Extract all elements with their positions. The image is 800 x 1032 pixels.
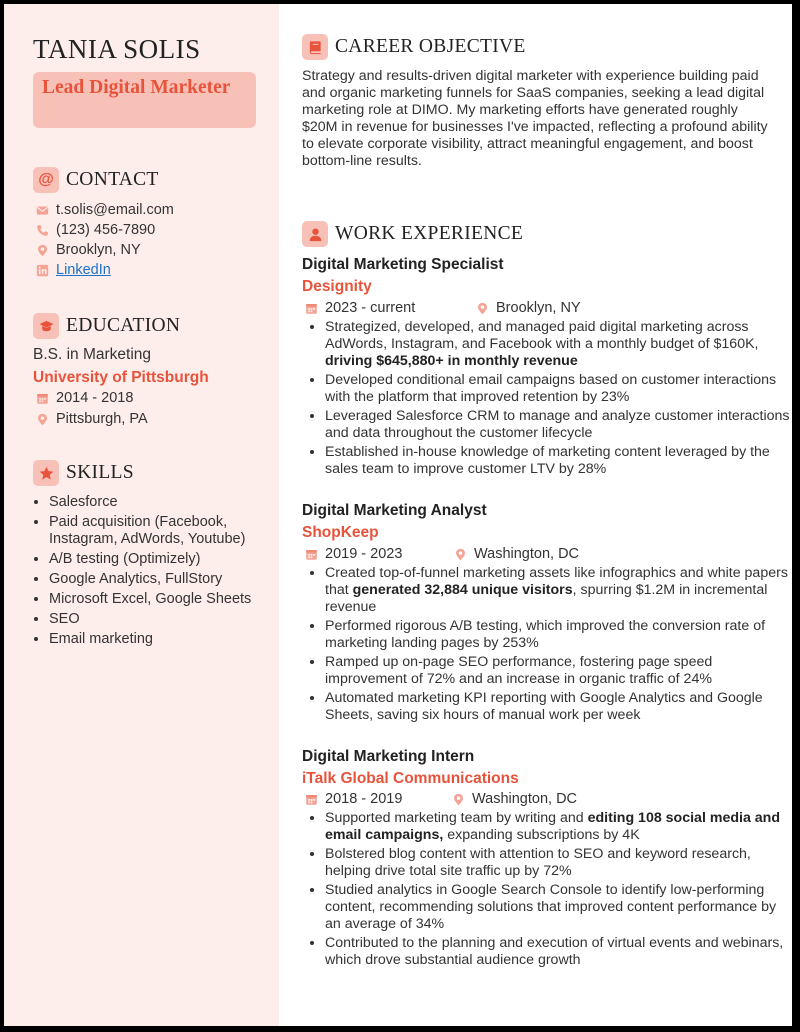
book-icon <box>302 34 328 60</box>
education-dates-text: 2014 - 2018 <box>56 390 134 406</box>
skills-title: SKILLS <box>66 462 134 483</box>
map-pin-icon <box>451 792 465 806</box>
user-icon <box>302 221 328 247</box>
bullet-text: Ramped up on-page SEO performance, fostering page speed improvement of 72% and an increase in organic traffic of 24% <box>325 654 713 687</box>
calendar-icon <box>304 792 318 806</box>
main-column <box>279 4 792 1026</box>
company-name: Designity <box>302 278 372 295</box>
objective-heading <box>302 34 526 60</box>
bullet-text: Leveraged Salesforce CRM to manage and analyze customer interactions and data throughout the customer lifecycle <box>325 408 790 441</box>
contact-location <box>35 242 141 258</box>
bullet-item <box>325 444 792 478</box>
skills-heading <box>33 460 134 486</box>
at-sign-icon: @ <box>33 167 59 193</box>
bullet-item <box>325 618 792 652</box>
bullet-text: Developed conditional email campaigns based on customer interactions with the platform that improved retention by 23% <box>325 372 777 405</box>
skill-item: • Salesforce <box>49 494 279 511</box>
school-name: University of Pittsburgh <box>33 369 209 386</box>
bullet-item <box>325 372 792 406</box>
bullet-text: Studied analytics in Google Search Console to identify low-performing content, recommending solutions that improved content performance by an average of 34% <box>325 882 777 932</box>
bullet-item <box>325 408 792 442</box>
star-icon <box>33 460 59 486</box>
job-location-text: Washington, DC <box>474 546 580 562</box>
job-dates <box>304 791 402 807</box>
bullet-highlight: editing 108 social media and email campaigns, <box>325 810 780 843</box>
job-bullets <box>303 319 792 480</box>
bullet-text: Bolstered blog content with attention to SEO and keyword research, helping drive total site traffic up by 72% <box>325 846 751 879</box>
phone-text: (123) 456-7890 <box>56 222 156 238</box>
location-text: Brooklyn, NY <box>56 242 141 258</box>
calendar-icon <box>304 301 318 315</box>
bullet-item <box>325 882 792 933</box>
skill-item: • SEO <box>49 611 279 628</box>
map-pin-icon <box>453 547 467 561</box>
contact-title: CONTACT <box>66 169 159 190</box>
bullet-item <box>325 565 792 616</box>
job-bullets <box>303 565 792 726</box>
bullet-item <box>325 846 792 880</box>
job-dates-text: 2019 - 2023 <box>325 546 403 562</box>
skills-list <box>33 494 279 651</box>
linkedin-icon <box>35 263 49 277</box>
map-pin-icon <box>475 301 489 315</box>
contact-phone <box>35 222 155 238</box>
bullet-text: Strategized, developed, and managed paid digital marketing across AdWords, Instagram, and Facebook with a monthly budget of $160K, <box>325 319 759 352</box>
contact-email <box>35 202 174 218</box>
contact-heading <box>33 167 159 193</box>
job-bullets <box>303 810 792 971</box>
skill-item: • Paid acquisition (Facebook, Instagram, AdWords, Youtube) <box>49 514 279 548</box>
job-location <box>451 791 577 807</box>
envelope-icon <box>35 203 49 217</box>
job-title: Digital Marketing Intern <box>302 748 475 765</box>
degree: B.S. in Marketing <box>33 346 152 363</box>
job-title: Digital Marketing Specialist <box>302 256 504 273</box>
bullet-text: Performed rigorous A/B testing, which improved the conversion rate of marketing landing pages by 253% <box>325 618 766 651</box>
job-dates <box>304 300 415 316</box>
education-title: EDUCATION <box>66 315 181 336</box>
company-name: iTalk Global Communications <box>302 770 519 787</box>
bullet-item <box>325 319 792 370</box>
bullet-text: , spurring $1.2M in incremental revenue <box>325 582 768 615</box>
job-title: Digital Marketing Analyst <box>302 502 487 519</box>
bullet-highlight: driving $645,880+ in monthly revenue <box>325 353 578 369</box>
map-pin-icon <box>35 243 49 257</box>
graduation-cap-icon <box>33 313 59 339</box>
sidebar <box>4 4 279 1026</box>
bullet-highlight: generated 32,884 unique visitors <box>352 582 573 598</box>
job-location <box>475 300 581 316</box>
education-dates <box>35 390 133 406</box>
objective-title: CAREER OBJECTIVE <box>335 36 526 57</box>
bullet-item <box>325 690 792 724</box>
education-location-text: Pittsburgh, PA <box>56 411 148 427</box>
bullet-text: Contributed to the planning and execution of virtual events and webinars, which drove substantial audience growth <box>325 935 784 968</box>
skill-item: • Google Analytics, FullStory <box>49 571 279 588</box>
bullet-text: Established in-house knowledge of marketing content leveraged by the sales team to improve customer LTV by 28% <box>325 444 770 477</box>
job-location <box>453 546 579 562</box>
education-location <box>35 411 148 427</box>
job-dates-text: 2023 - current <box>325 300 416 316</box>
resume-page <box>4 4 792 1026</box>
calendar-icon <box>304 547 318 561</box>
experience-heading <box>302 221 523 247</box>
contact-linkedin[interactable] <box>35 262 111 278</box>
skill-item: • Microsoft Excel, Google Sheets <box>49 591 279 608</box>
job-location-text: Brooklyn, NY <box>496 300 581 316</box>
experience-title: WORK EXPERIENCE <box>335 223 524 244</box>
bullet-item <box>325 935 792 969</box>
job-title-badge: Lead Digital Marketer <box>33 72 256 128</box>
skill-item: • A/B testing (Optimizely) <box>49 551 279 568</box>
bullet-text: expanding subscriptions by 4K <box>443 827 640 843</box>
phone-icon <box>35 223 49 237</box>
bullet-text: Supported marketing team by writing and <box>325 810 588 826</box>
job-dates <box>304 546 402 562</box>
education-heading <box>33 313 180 339</box>
bullet-item <box>325 810 792 844</box>
bullet-text: Created top-of-funnel marketing assets like infographics and white papers that <box>325 565 788 598</box>
bullet-text: Automated marketing KPI reporting with Google Analytics and Google Sheets, saving six hours of manual work per week <box>325 690 763 723</box>
job-dates-text: 2018 - 2019 <box>325 791 403 807</box>
calendar-icon <box>35 391 49 405</box>
bullet-item <box>325 654 792 688</box>
skill-item: • Email marketing <box>49 631 279 648</box>
linkedin-link[interactable]: LinkedIn <box>56 262 111 278</box>
objective-text: Strategy and results-driven digital marketer with experience building paid and organic marketing funnels for SaaS companies, seeking a lead digital marketing role at DIMO. My marketing efforts have generated roughly $20M in revenue for businesses I've impacted, reflecting a profound ability to elevate corporate visibility, attract meaningful engagement, and boost bottom-line results. <box>302 68 768 169</box>
job-location-text: Washington, DC <box>472 791 578 807</box>
map-pin-icon <box>35 412 49 426</box>
company-name: ShopKeep <box>302 524 379 541</box>
email-text: t.solis@email.com <box>56 202 174 218</box>
candidate-name: TANIA SOLIS <box>33 34 201 64</box>
